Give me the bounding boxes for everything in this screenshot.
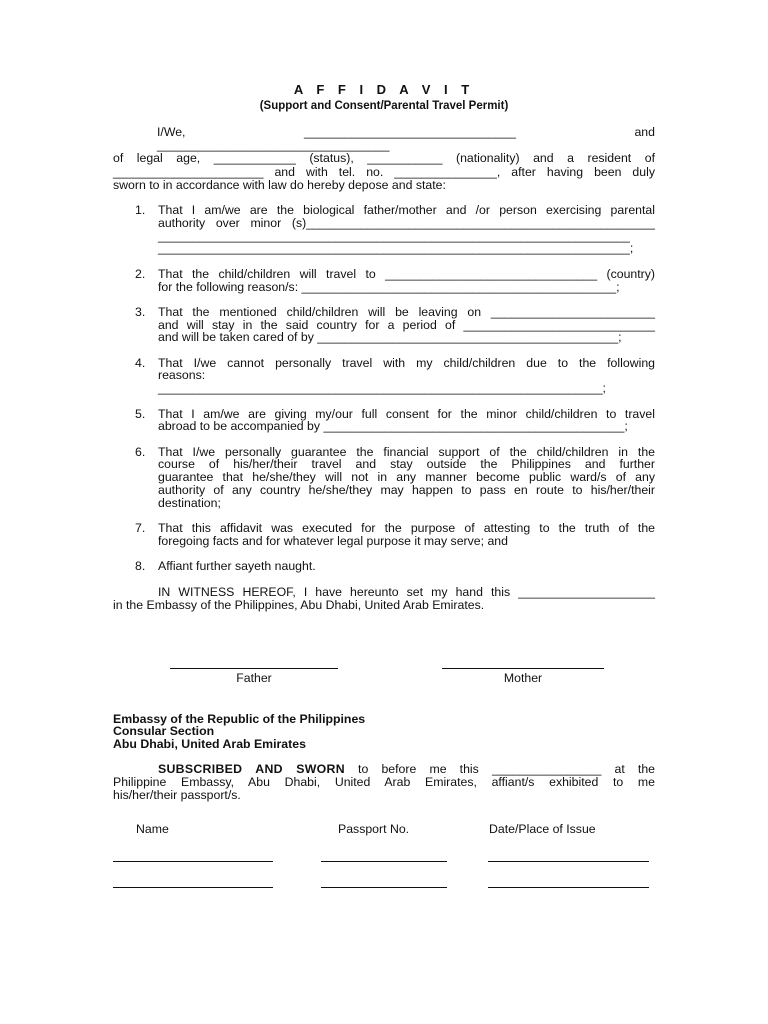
affidavit-document [113,82,655,888]
document-title: A F F I D A V I T [293,82,475,97]
intro-line: I/We, _______________________________ and __________________________________ [157,125,655,153]
embassy-heading [113,713,655,751]
mother-label: Mother [503,670,543,685]
clause-line: That I am/we are giving my/our full consent for the minor child/children to travel [158,406,655,421]
clause-item [113,446,655,510]
clause-item [113,204,655,255]
signature-line [442,656,604,669]
clause-item [113,357,655,395]
jurat-line: Philippine Embassy, Abu Dhabi, United Arab Emirates, affiant/s exhibited to me [113,774,655,789]
witness-line: in the Embassy of the Philippines, Abu Dhabi, United Arab Emirates. [113,597,485,612]
clause-line: and will stay in the said country for a period of ____________________________ [158,317,655,332]
clause-line: That I am/we are the biological father/mother and /or person exercising parental [158,203,655,218]
clause-line: abroad to be accompanied by ____________________________________________; [158,419,628,434]
clause-line: foregoing facts and for whatever legal purpose it may serve; and [158,533,508,548]
clause-item [113,306,655,344]
clause-item [113,560,655,573]
name-column-header: Name [136,822,169,837]
mother-signature [442,656,604,685]
witness-line: IN WITNESS HEREOF, I have hereunto set my hand this ____________________ [158,584,655,599]
clause-line: authority over minor (s)___________________________________________________ [158,215,655,230]
name-blank [113,850,273,862]
jurat-bold: SUBSCRIBED AND SWORN [158,761,345,776]
clause-line: That the child/children will travel to _______________________________ (country) [158,266,655,281]
passport-column-header: Passport No. [338,822,410,837]
embassy-line: Consular Section [113,724,215,739]
clause-number: 3. [135,304,146,319]
clause-line: Affiant further sayeth naught. [158,559,316,574]
clause-line: for the following reason/s: ______________________________________________; [158,279,620,294]
document-subtitle: (Support and Consent/Parental Travel Permit) [259,100,509,112]
intro-line: ______________________ and with tel. no. _______________, after having been duly [113,164,655,179]
clause-line: course of his/her/their travel and stay outside the Philippines and further [158,457,655,472]
jurat-line-rest: to before me this ________________ at the [344,761,655,776]
embassy-line: Abu Dhabi, United Arab Emirates [113,736,306,751]
intro-paragraph [113,126,655,192]
jurat-paragraph [113,763,655,803]
clause-number: 7. [135,521,146,536]
clause-number: 1. [135,203,146,218]
clause-line: guarantee that he/she/they will not in any manner become public ward/s of any [158,470,655,485]
clause-line: reasons: _________________________________________________________________; [158,368,606,396]
father-label: Father [236,670,272,685]
jurat-line: his/her/their passport/s. [113,788,241,803]
affidavit-clauses [113,204,655,573]
clause-item [113,268,655,294]
clause-line: _____________________________________________________________________; [158,241,634,256]
embassy-line: Embassy of the Republic of the Philippines [113,711,366,726]
passport-blank [321,850,447,862]
clause-line: That I/we personally guarantee the financial support of the child/children in the [158,444,655,459]
issue-column-header: Date/Place of Issue [489,822,596,837]
clause-line: That this affidavit was executed for the purpose of attesting to the truth of the [158,521,655,536]
clause-number: 5. [135,406,146,421]
clause-line: authority of any country he/she/they may happen to pass en route to his/her/their [158,483,655,498]
issue-blank [488,876,649,888]
clause-number: 6. [135,444,146,459]
clause-line: That the mentioned child/children will be leaving on ________________________ [158,304,655,319]
clause-line: destination; [158,495,221,510]
clause-item [113,408,655,434]
passport-table-row [113,876,655,888]
clause-line: _____________________________________________________________________ [158,228,630,243]
clause-number: 4. [135,355,146,370]
clause-line: That I/we cannot personally travel with my child/children due to the following [158,355,655,370]
issue-blank [488,850,649,862]
passport-table-row [113,850,655,862]
jurat-line [113,763,655,776]
signature-line [170,656,338,669]
passport-table-header [113,822,655,836]
witness-paragraph [113,586,655,612]
signature-block [113,656,655,696]
name-blank [113,876,273,888]
father-signature [170,656,338,685]
clause-number: 2. [135,266,146,281]
clause-item [113,522,655,548]
intro-line: of legal age, ____________ (status), ___________ (nationality) and a resident of [113,151,655,166]
clause-number: 8. [135,559,146,574]
intro-line: sworn to in accordance with law do hereby depose and state: [113,177,446,192]
passport-blank [321,876,447,888]
clause-line: and will be taken cared of by ____________________________________________; [158,330,622,345]
